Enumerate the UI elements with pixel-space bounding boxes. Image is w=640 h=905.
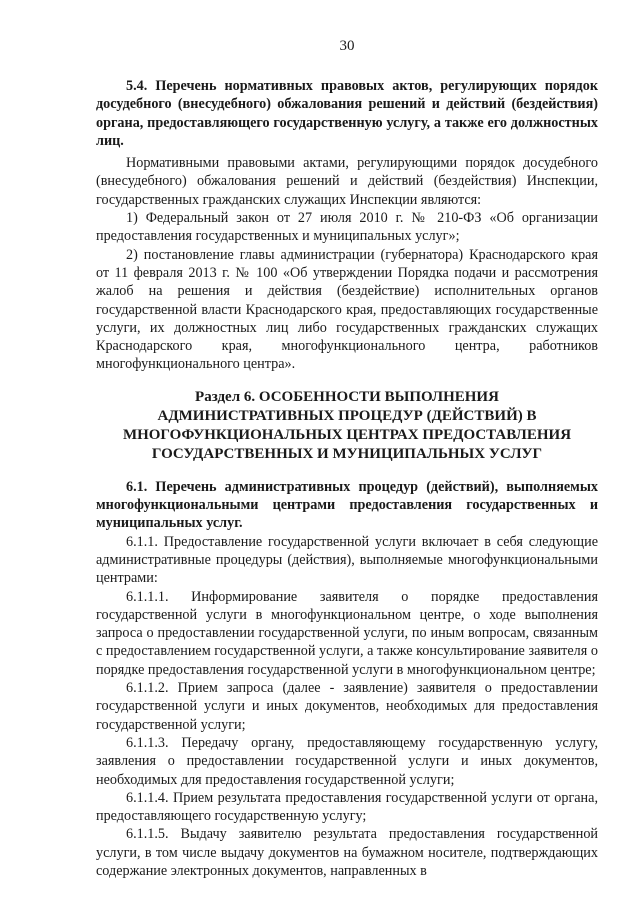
heading-5-4: 5.4. Перечень нормативных правовых актов, регулирующих порядок досудебного (внесудебного) обжалования решений и действий (бездействия) органа, предоставляющего государственную услугу, а также его должностных лиц. [96,78,598,149]
paragraph-6-1-1-5: 6.1.1.5. Выдачу заявителю результата предоставления государственной услуги, в том числе выдачу документов на бумажном носителе, подтверждающих содержание электронных документов, направленных в [96,826,598,879]
section-6-title-line-4: ГОСУДАРСТВЕННЫХ И МУНИЦИПАЛЬНЫХ УСЛУГ [151,445,543,462]
paragraph-law-2: 2) постановление главы администрации (губернатора) Краснодарского края от 11 февраля 2013 г. № 100 «Об утверждении Порядка подачи и рассмотрения жалоб на решения и действия (бездействие) исполнительных органов государственной власти Краснодарского края, предоставляющих государственные услуги, их должностных лиц либо государственных гражданских служащих Краснодарского края, многофункционального центра, работников многофункционального центра». [96,246,598,373]
paragraph-law-1: 1) Федеральный закон от 27 июля 2010 г. № 210-ФЗ «Об организации предоставления государственных и муниципальных услуг»; [96,210,598,245]
heading-6-1: 6.1. Перечень административных процедур (действий), выполняемых многофункциональными центрами предоставления государственных и муниципальных услуг. [96,478,598,532]
page-number: 30 [339,38,355,54]
paragraph-6-1-1-3: 6.1.1.3. Передачу органу, предоставляющему государственную услугу, заявления о предоставлении государственной услуги и иных документов, необходимых для предоставления государственной услуги; [96,734,598,788]
section-6-title-line-3: МНОГОФУНКЦИОНАЛЬНЫХ ЦЕНТРАХ ПРЕДОСТАВЛЕНИЯ [122,426,572,443]
paragraph-6-1-1-1: 6.1.1.1. Информирование заявителя о порядке предоставления государственной услуги в многофункциональном центре, о ходе выполнения запроса о предоставлении государственной услуги, по иным вопросам, связанным с предоставлением государственной услуги, а также консультирование заявителя о порядке предоставления государственной услуги в многофункциональном центре; [96,588,598,678]
paragraph-6-1-1-2: 6.1.1.2. Прием запроса (далее - заявление) заявителя о предоставлении государственной услуги и иных документов, необходимых для предоставления государственной услуги; [96,680,598,733]
section-6-title-line-1: Раздел 6. ОСОБЕННОСТИ ВЫПОЛНЕНИЯ [195,388,499,405]
paragraph-intro: Нормативными правовыми актами, регулирующими порядок досудебного (внесудебного) обжалования решений и действий (бездействия) Инспекции, государственных гражданских служащих Инспекции являются: [96,155,598,208]
paragraph-6-1-1: 6.1.1. Предоставление государственной услуги включает в себя следующие административные процедуры (действия), выполняемые многофункциональными центрами: [96,533,598,587]
paragraph-6-1-1-4: 6.1.1.4. Прием результата предоставления государственной услуги от органа, предоставляющего государственную услугу; [96,789,598,825]
section-6-title [96,388,598,464]
section-6-title-line-2: АДМИНИСТРАТИВНЫХ ПРОЦЕДУР (ДЕЙСТВИЙ) В [157,407,537,424]
